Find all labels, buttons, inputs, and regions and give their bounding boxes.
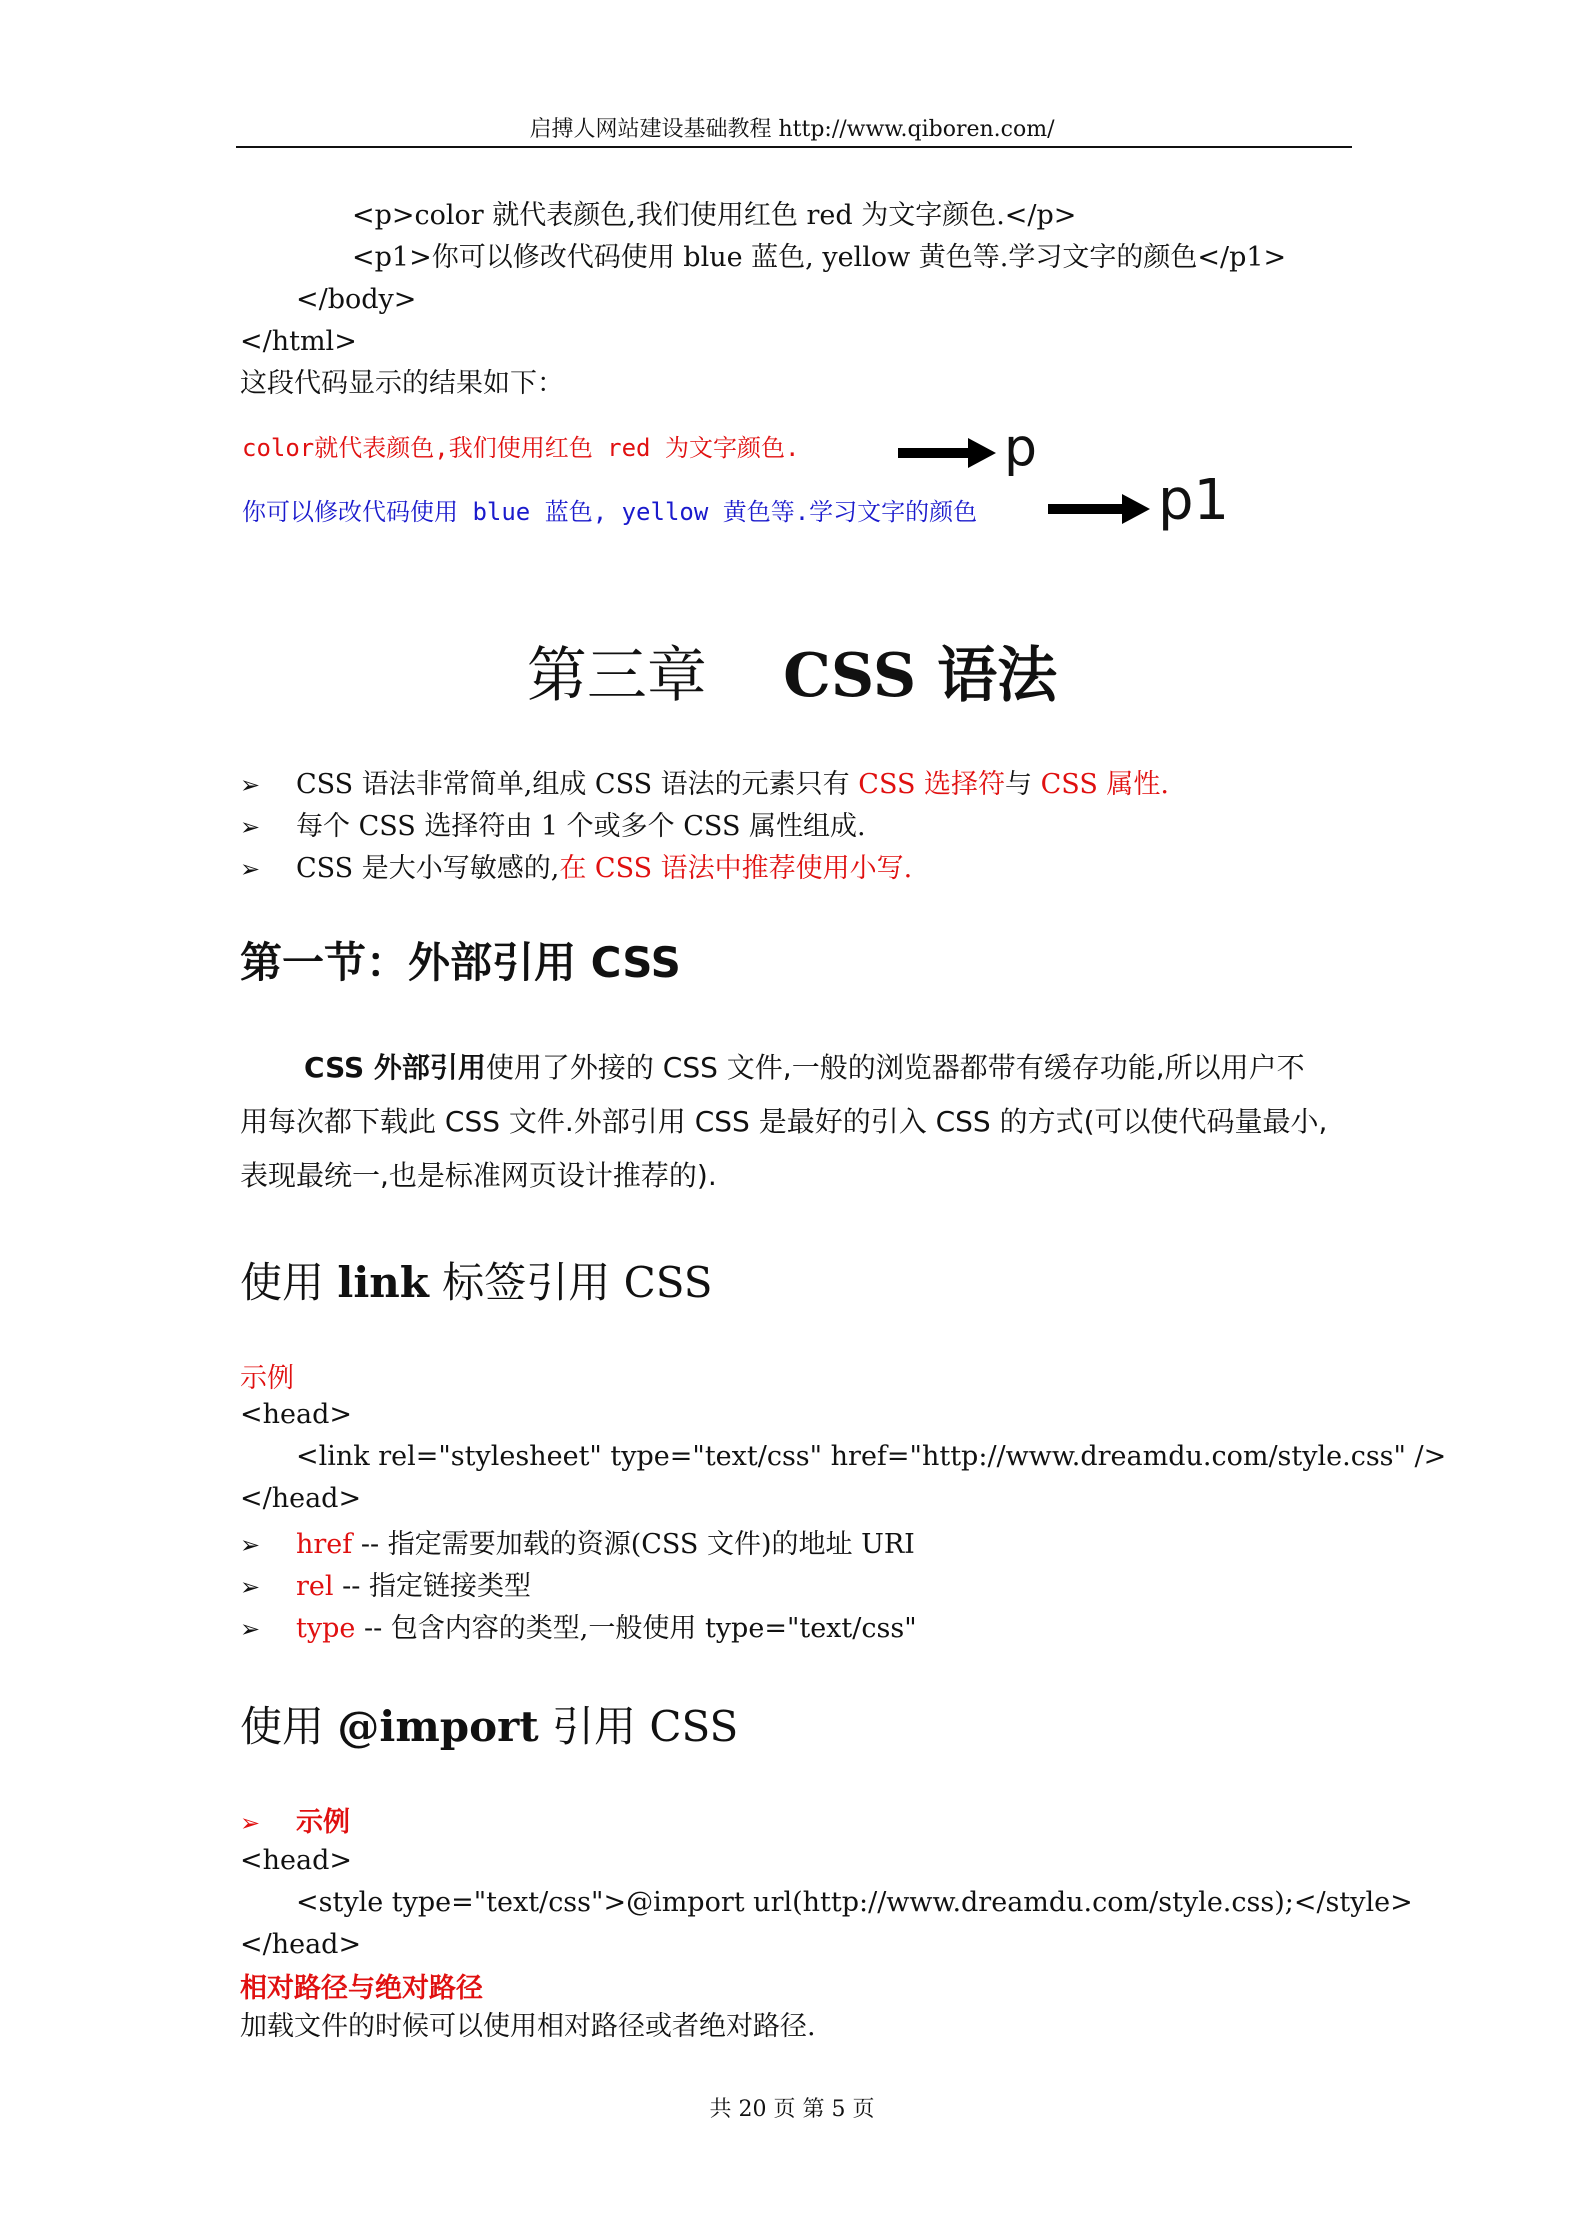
bullet-arrow-icon: ➢ bbox=[240, 1531, 261, 1559]
bullet-arrow-icon: ➢ bbox=[240, 813, 261, 841]
header-rule bbox=[236, 146, 1352, 148]
bullet-item: ➢ rel -- 指定链接类型 bbox=[240, 1571, 531, 1602]
path-description: 加载文件的时候可以使用相对路径或者绝对路径. bbox=[240, 2011, 816, 2042]
code-line-p: <p>color 就代表颜色,我们使用红色 red 为文字颜色.</p> bbox=[352, 200, 1077, 231]
code-line-html-close: </html> bbox=[240, 326, 357, 357]
chapter-title-cn: 第三章 bbox=[526, 641, 707, 711]
chapter-title bbox=[0, 628, 1584, 714]
bullet-item: ➢ CSS 语法非常简单,组成 CSS 语法的元素只有 CSS 选择符与 CSS 属性. bbox=[240, 769, 1169, 800]
page-header: 启搏人网站建设基础教程 http://www.qiboren.com/ bbox=[529, 117, 1055, 142]
chapter-title-latin: CSS 语法 bbox=[783, 641, 1058, 711]
subsection-title-link: 使用 link 标签引用 CSS bbox=[240, 1258, 713, 1307]
subsection-title-import: 使用 @import 引用 CSS bbox=[240, 1702, 739, 1751]
bullet-item: ➢ 每个 CSS 选择符由 1 个或多个 CSS 属性组成. bbox=[240, 811, 866, 842]
code-line: <head> bbox=[240, 1399, 352, 1430]
result-intro: 这段代码显示的结果如下： bbox=[240, 368, 564, 399]
arrow-right-icon bbox=[1048, 494, 1152, 524]
example-label: 示例 bbox=[240, 1363, 294, 1394]
section-title: 第一节：外部引用 CSS bbox=[240, 938, 681, 987]
demo-line-blue: 你可以修改代码使用 blue 蓝色, yellow 黄色等.学习文字的颜色 bbox=[242, 498, 978, 526]
example-label: ➢ 示例 bbox=[240, 1807, 350, 1838]
code-line: <style type="text/css">@import url(http://www.dreamdu.com/style.css);</style> bbox=[296, 1887, 1413, 1918]
arrow-right-icon bbox=[898, 438, 998, 468]
paragraph-line: 表现最统一,也是标准网页设计推荐的). bbox=[240, 1159, 717, 1192]
bullet-arrow-icon: ➢ bbox=[240, 1573, 261, 1601]
code-line: <head> bbox=[240, 1845, 352, 1876]
bullet-arrow-icon: ➢ bbox=[240, 1615, 261, 1643]
code-line-p1: <p1>你可以修改代码使用 blue 蓝色, yellow 黄色等.学习文字的颜色</p1> bbox=[352, 242, 1287, 273]
label-p: p bbox=[1004, 418, 1038, 478]
bullet-arrow-icon: ➢ bbox=[240, 855, 261, 883]
bullet-arrow-icon: ➢ bbox=[240, 1809, 261, 1837]
bullet-item: ➢ CSS 是大小写敏感的,在 CSS 语法中推荐使用小写. bbox=[240, 853, 913, 884]
paragraph-line: CSS 外部引用使用了外接的 CSS 文件,一般的浏览器都带有缓存功能,所以用户不 bbox=[304, 1051, 1305, 1084]
paragraph-line: 用每次都下载此 CSS 文件.外部引用 CSS 是最好的引入 CSS 的方式(可以使代码量最小, bbox=[240, 1105, 1328, 1138]
code-line: </head> bbox=[240, 1483, 362, 1514]
page-footer: 共 20 页 第 5 页 bbox=[709, 2097, 875, 2122]
bullet-item: ➢ href -- 指定需要加载的资源(CSS 文件)的地址 URI bbox=[240, 1529, 915, 1560]
bullet-item: ➢ type -- 包含内容的类型,一般使用 type="text/css" bbox=[240, 1613, 917, 1644]
code-line-body-close: </body> bbox=[296, 284, 417, 315]
demo-line-red: color就代表颜色,我们使用红色 red 为文字颜色. bbox=[242, 434, 800, 462]
code-line: </head> bbox=[240, 1929, 362, 1960]
label-p1: p1 bbox=[1158, 468, 1230, 533]
path-label: 相对路径与绝对路径 bbox=[240, 1973, 483, 2004]
code-line: <link rel="stylesheet" type="text/css" href="http://www.dreamdu.com/style.css" /> bbox=[296, 1441, 1447, 1472]
bullet-arrow-icon: ➢ bbox=[240, 771, 261, 799]
